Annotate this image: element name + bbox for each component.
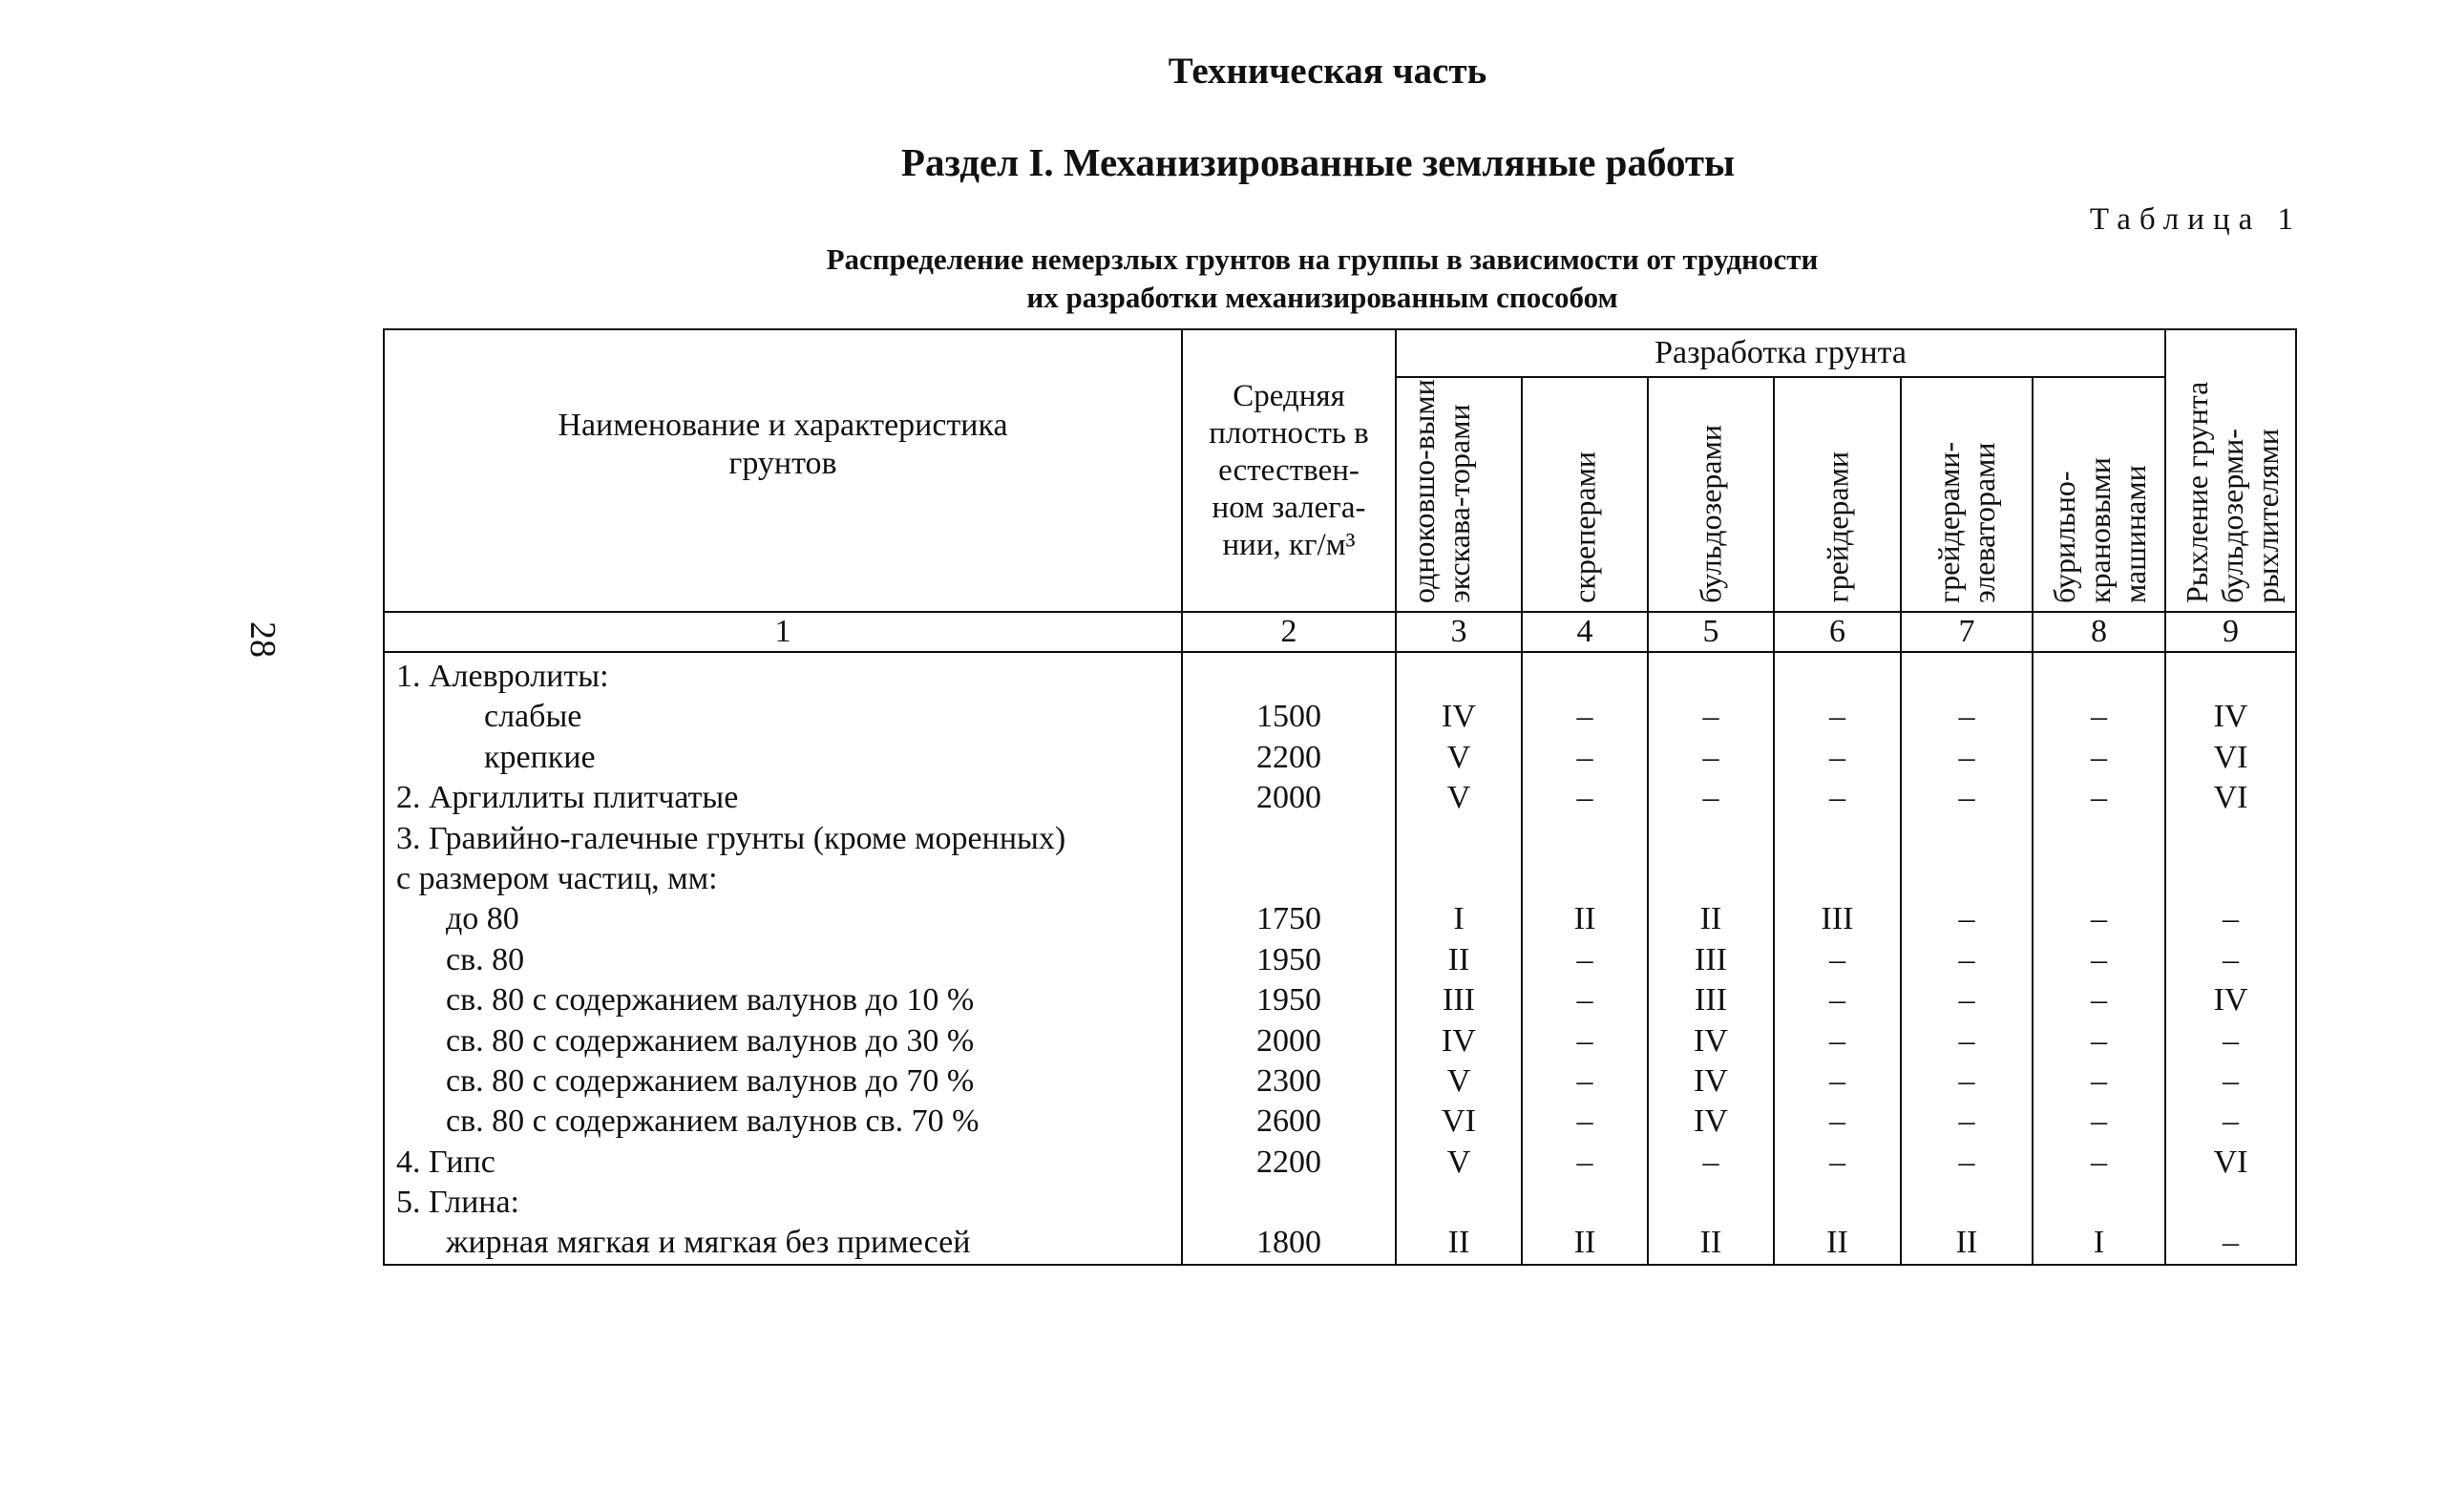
table-cell-c6: – [1829,1022,1845,1059]
table-cell-c7: – [1958,780,1975,816]
header-col9: Рыхление грунта бульдозерми-рыхлителями [2165,329,2296,612]
soil-name-cell: св. 80 с содержанием валунов до 10 % [446,982,975,1018]
table-cell-c6: – [1829,1062,1845,1099]
table-cell-c9: – [2223,1062,2240,1099]
table-body-row [384,652,2296,1265]
table-cell-c3: V [1446,1062,1471,1099]
table-cell-c8: – [2091,982,2107,1018]
table-cell-c8 [2034,859,2164,899]
table-cell-c3: I [1453,901,1465,937]
table-cell-density: 1950 [1256,982,1321,1018]
table-cell-c5: III [1695,982,1727,1018]
table-cell-density [1183,1183,1395,1223]
table-cell-c7 [1902,819,2032,859]
density-column [1182,652,1396,1265]
header-col7: грейдерами-элеваторами [1901,377,2033,612]
table-cell-density: 2200 [1256,739,1321,775]
header-col3: одноковшо-выми экскава-торами [1396,377,1522,612]
table-cell-c8: – [2091,901,2107,937]
header-excavation-group: Разработка грунта [1396,329,2165,377]
table-cell-c8: I [2093,1225,2105,1261]
table-cell-c7: – [1958,739,1975,775]
soil-name-cell: крепкие [484,739,596,775]
caption-line-1: Распределение немерзлых грунтов на группы в зависимости от трудности [826,242,1819,276]
table-cell-density: 2200 [1256,1144,1321,1180]
drill-crane-column [2033,652,2165,1265]
table-cell-density: 1950 [1256,941,1321,977]
section-title: Техническая часть [1168,51,1487,92]
soil-name-cell: 3. Гравийно-галечные грунты (кроме моренных) [396,820,1066,856]
table-cell-c6: – [1829,982,1845,1018]
page-number: 28 [242,621,283,658]
header-col6: грейдерами [1774,377,1901,612]
table-cell-c7: – [1958,1144,1975,1180]
table-cell-c8: – [2091,780,2107,816]
table-cell-c5 [1649,859,1773,899]
table-cell-c4: – [1576,1103,1593,1140]
table-cell-c4: – [1576,982,1593,1018]
header-soil-name: Наименование и характеристика грунтов [384,329,1182,612]
column-number: 4 [1522,612,1648,652]
table-cell-c8 [2034,657,2164,697]
soil-name-cell: св. 80 с содержанием валунов св. 70 % [446,1103,980,1140]
header-col4: скреперами [1522,377,1648,612]
soil-name-cell: св. 80 с содержанием валунов до 70 % [446,1062,975,1099]
table-cell-c8: – [2091,1062,2107,1099]
table-cell-c7: – [1958,941,1975,977]
table-cell-density: 1750 [1256,901,1321,937]
table-cell-c3 [1397,859,1521,899]
table-cell-c4: II [1573,1225,1596,1261]
table-cell-c9 [2166,859,2295,899]
table-cell-c9 [2166,819,2295,859]
table-cell-c9: VI [2213,739,2248,775]
table-cell-c9: IV [2213,982,2248,1018]
table-cell-c6 [1775,859,1900,899]
table-cell-c8: – [2091,1022,2107,1059]
table-cell-c9: IV [2213,699,2248,735]
table-cell-c6: III [1821,901,1854,937]
soil-name-cell: св. 80 [446,941,525,977]
table-cell-c4 [1523,657,1647,697]
column-number: 7 [1901,612,2033,652]
table-cell-c5 [1649,819,1773,859]
table-cell-c5 [1649,657,1773,697]
table-cell-c3: II [1447,1225,1470,1261]
table-cell-c3: III [1443,982,1475,1018]
table-cell-c3: IV [1442,1022,1476,1059]
table-cell-c9: VI [2213,1144,2248,1180]
column-number: 6 [1774,612,1901,652]
table-cell-c3 [1397,657,1521,697]
table-cell-c7: – [1958,1103,1975,1140]
table-cell-c5: II [1699,901,1722,937]
soil-names-column [384,652,1182,1265]
subsection-title: Раздел I. Механизированные земляные работы [900,140,1736,184]
table-cell-c5: – [1702,739,1719,775]
table-cell-c4 [1523,859,1647,899]
table-cell-density [1183,859,1395,899]
column-number: 5 [1648,612,1774,652]
table-cell-c7 [1902,1183,2032,1223]
table-cell-c4: – [1576,699,1593,735]
table-cell-c5: – [1702,1144,1719,1180]
table-cell-c5: – [1702,699,1719,735]
table-cell-c6 [1775,819,1900,859]
table-cell-c7: – [1958,982,1975,1018]
table-cell-density: 2600 [1256,1103,1321,1140]
table-cell-c8 [2034,819,2164,859]
table-caption [706,241,1938,317]
table-cell-c4: – [1576,1144,1593,1180]
table-cell-c8 [2034,1183,2164,1223]
table-cell-c5: IV [1694,1103,1728,1140]
soil-name-cell: 2. Аргиллиты плитчатые [396,780,739,816]
table-cell-c4 [1523,819,1647,859]
table-cell-c4: – [1576,739,1593,775]
table-cell-c9 [2166,657,2295,697]
soil-name-cell: 4. Гипс [396,1144,495,1180]
soil-groups-table [383,328,2297,1266]
table-cell-c5: – [1702,780,1719,816]
table-cell-c7: – [1958,1062,1975,1099]
soil-name-cell: 5. Глина: [396,1185,519,1221]
table-cell-c6: – [1829,699,1845,735]
table-cell-c6 [1775,1183,1900,1223]
table-cell-c4: – [1576,941,1593,977]
column-number: 3 [1396,612,1522,652]
table-cell-c9: – [2223,1225,2240,1261]
header-col5: бульдозерами [1648,377,1774,612]
table-cell-c5: IV [1694,1062,1728,1099]
table-cell-c7: – [1958,699,1975,735]
table-cell-density: 2000 [1256,780,1321,816]
table-cell-c9: – [2223,1022,2240,1059]
table-cell-c3: VI [1442,1103,1476,1140]
table-cell-c9: VI [2213,780,2248,816]
table-cell-c3: IV [1442,699,1476,735]
column-number: 8 [2033,612,2165,652]
grader-elevators-column [1901,652,2033,1265]
table-cell-density: 2300 [1256,1062,1321,1099]
table-cell-c8: – [2091,1144,2107,1180]
table-cell-c6: – [1829,1103,1845,1140]
table-cell-density: 1500 [1256,699,1321,735]
table-cell-c6: – [1829,1144,1845,1180]
column-number: 1 [384,612,1182,652]
table-cell-c5 [1649,1183,1773,1223]
bulldozers-column [1648,652,1774,1265]
table-cell-c7 [1902,657,2032,697]
caption-line-2: их разработки механизированным способом [1026,281,1618,314]
table-cell-c8: – [2091,699,2107,735]
column-number: 9 [2165,612,2296,652]
header-col8: бурильно-крановыми машинами [2033,377,2165,612]
table-label: Таблица 1 [2089,202,2302,237]
graders-column [1774,652,1901,1265]
soil-name-cell: слабые [484,699,582,735]
table-cell-c3: V [1446,739,1471,775]
table-cell-c3: V [1446,1144,1471,1180]
excavators-column [1396,652,1522,1265]
table-cell-c9: – [2223,901,2240,937]
table-cell-c4: – [1576,1062,1593,1099]
table-cell-c7: II [1955,1225,1978,1261]
ripping-column [2165,652,2296,1265]
table-cell-c5: III [1695,941,1727,977]
table-cell-c6: II [1826,1225,1848,1261]
table-cell-density: 1800 [1256,1225,1321,1261]
soil-name-cell: жирная мягкая и мягкая без примесей [446,1225,971,1261]
table-cell-c4: II [1573,901,1596,937]
soil-name-cell: до 80 [446,901,519,937]
table-cell-density: 2000 [1256,1022,1321,1059]
table-cell-c9: – [2223,941,2240,977]
table-cell-c8: – [2091,739,2107,775]
table-cell-c3 [1397,1183,1521,1223]
table-cell-c4: – [1576,1022,1593,1059]
table-cell-c9: – [2223,1103,2240,1140]
table-cell-c3: II [1447,941,1470,977]
scrapers-column [1522,652,1648,1265]
header-density: Средняя плотность в естествен-ном залега-нии, кг/м³ [1182,329,1396,612]
table-cell-c7 [1902,859,2032,899]
table-cell-density [1183,819,1395,859]
soil-name-cell: св. 80 с содержанием валунов до 30 % [446,1022,975,1059]
table-cell-c7: – [1958,1022,1975,1059]
table-cell-c4: – [1576,780,1593,816]
soil-name-cell: 1. Алевролиты: [396,659,609,694]
table-cell-c8: – [2091,941,2107,977]
table-cell-c8: – [2091,1103,2107,1140]
column-number-row [384,612,2296,652]
table-cell-c5: II [1699,1225,1722,1261]
table-cell-c6: – [1829,780,1845,816]
table-cell-c6 [1775,657,1900,697]
table-cell-c3 [1397,819,1521,859]
table-cell-c6: – [1829,941,1845,977]
table-cell-c6: – [1829,739,1845,775]
table-cell-c5: IV [1694,1022,1728,1059]
column-number: 2 [1182,612,1396,652]
soil-name-cell: с размером частиц, мм: [396,860,718,896]
table-cell-c3: V [1446,780,1471,816]
table-cell-density [1183,657,1395,697]
table-cell-c7: – [1958,901,1975,937]
table-cell-c9 [2166,1183,2295,1223]
table-cell-c4 [1523,1183,1647,1223]
